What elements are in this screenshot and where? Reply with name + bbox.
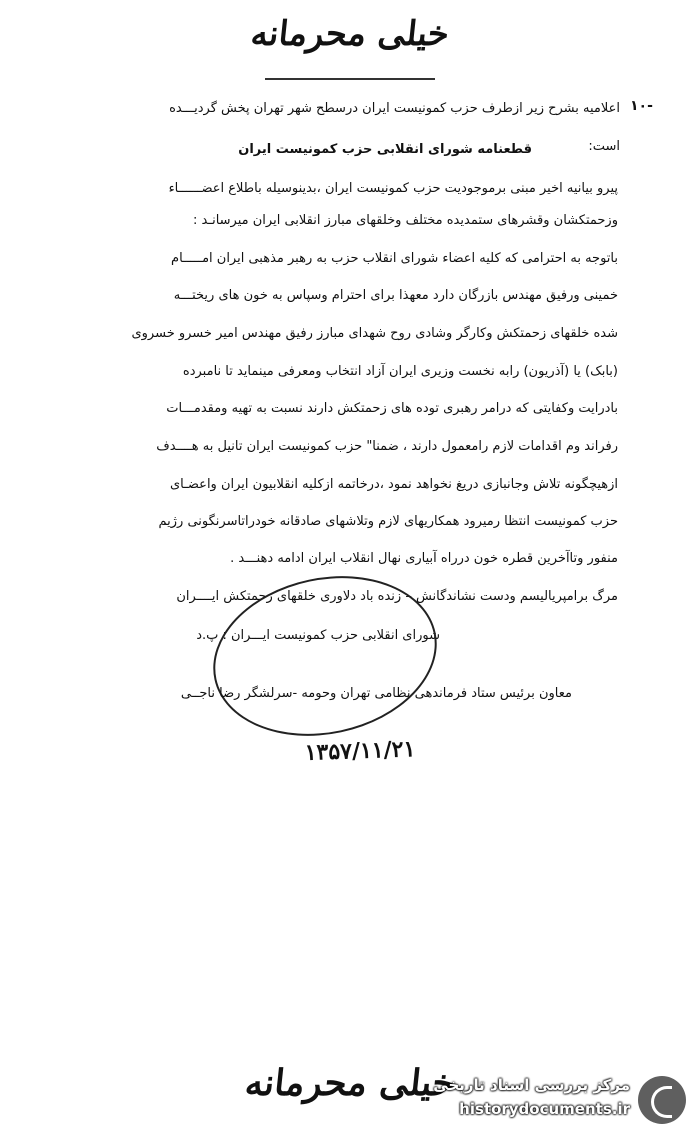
body-line-2: وزحمتکشان وقشرهای ستمدیده مختلف وخلقهای مبارز انقلابی ایران میرسانـد : <box>192 213 618 228</box>
council-signature: شورای انقلابی حزب کمونیست ایـــران : پ.د <box>196 628 440 643</box>
body-line-12: مرگ برامپریالیسم ودست نشاندگانش – زنده باد دلاوری خلقهای زحمتکش ایــــران <box>176 589 618 604</box>
classification-stamp-top: خیلی محرمانه <box>248 14 452 54</box>
body-line-9: ازهیچگونه تلاش وجانبازی دریغ نخواهد نمود ،درخاتمه ازکلیه انقلابیون ایران واعضـای <box>169 477 618 492</box>
stamp-underline <box>265 78 435 80</box>
resolution-title: قطعنامه شورای انقلابی حزب کمونیست ایران <box>238 142 532 157</box>
body-line-10: حزب کمونیست انتظا رمیرود همکاریهای لازم وتلاشهای صادقانه خودراتاسرنگونی رژیم <box>158 514 618 529</box>
hand-drawn-oval-mark <box>198 556 451 756</box>
archive-logo-icon <box>638 1076 686 1124</box>
item-number: ۱۰- <box>630 98 653 114</box>
body-line-8: رفراند وم اقدامات لازم رامعمول دارند ، ضمنا" حزب کمونیست ایران تانیل به هــــدف <box>156 439 618 454</box>
body-line-4: خمینی ورفیق مهندس بازرگان دارد معهذا برای احترام وسپاس به خون های ریختـــه <box>173 288 618 303</box>
body-line-11: منفور وتاآخرین قطره خون درراه آبیاری نهال انقلاب ایران ادامه دهنـــد . <box>230 551 618 566</box>
watermark-url: historydocuments.ir <box>459 1100 630 1118</box>
body-line-1: پیرو بیانیه اخیر مبنی برموجودیت حزب کمونیست ایران ،بدینوسیله باطلاع اعضــــــاء <box>168 181 618 196</box>
body-line-3: باتوجه به احترامی که کلیه اعضاء شورای انقلاب حزب به رهبر مذهبی ایران امـــــام <box>171 251 618 266</box>
intro-line-1: اعلامیه بشرح زیر ازطرف حزب کمونیست ایران درسطح شهر تهران پخش گردیـــده <box>169 101 620 116</box>
signer-line: معاون برئیس ستاد فرماندهی نظامی تهران وحومه -سرلشگر رضا ناجــی <box>180 686 572 701</box>
watermark-persian: مرکز بررسی اسناد تاریخی <box>433 1076 630 1094</box>
watermark <box>392 1072 692 1130</box>
body-line-7: بادرایت وکفایتی که درامر رهبری توده های زحمتکش دارند نسبت به تهیه ومقدمـــات <box>166 401 618 416</box>
classification-stamp-bottom: خیلی محرمانه <box>243 1062 457 1104</box>
body-line-6: (بابک) یا (آذریون) رابه نخست وزیری ایران آزاد انتخاب ومعرفی مینماید تا نامبرده <box>182 364 618 379</box>
handwritten-date: ۱۳۵۷/۱۱/۲۱ <box>304 736 416 766</box>
intro-line-2-start: است: <box>588 139 620 154</box>
body-line-5: شده خلقهای زحمتکش وکارگر وشادی روح شهدای مبارز رفیق مهندس امیر خسرو خسروی <box>131 326 618 341</box>
